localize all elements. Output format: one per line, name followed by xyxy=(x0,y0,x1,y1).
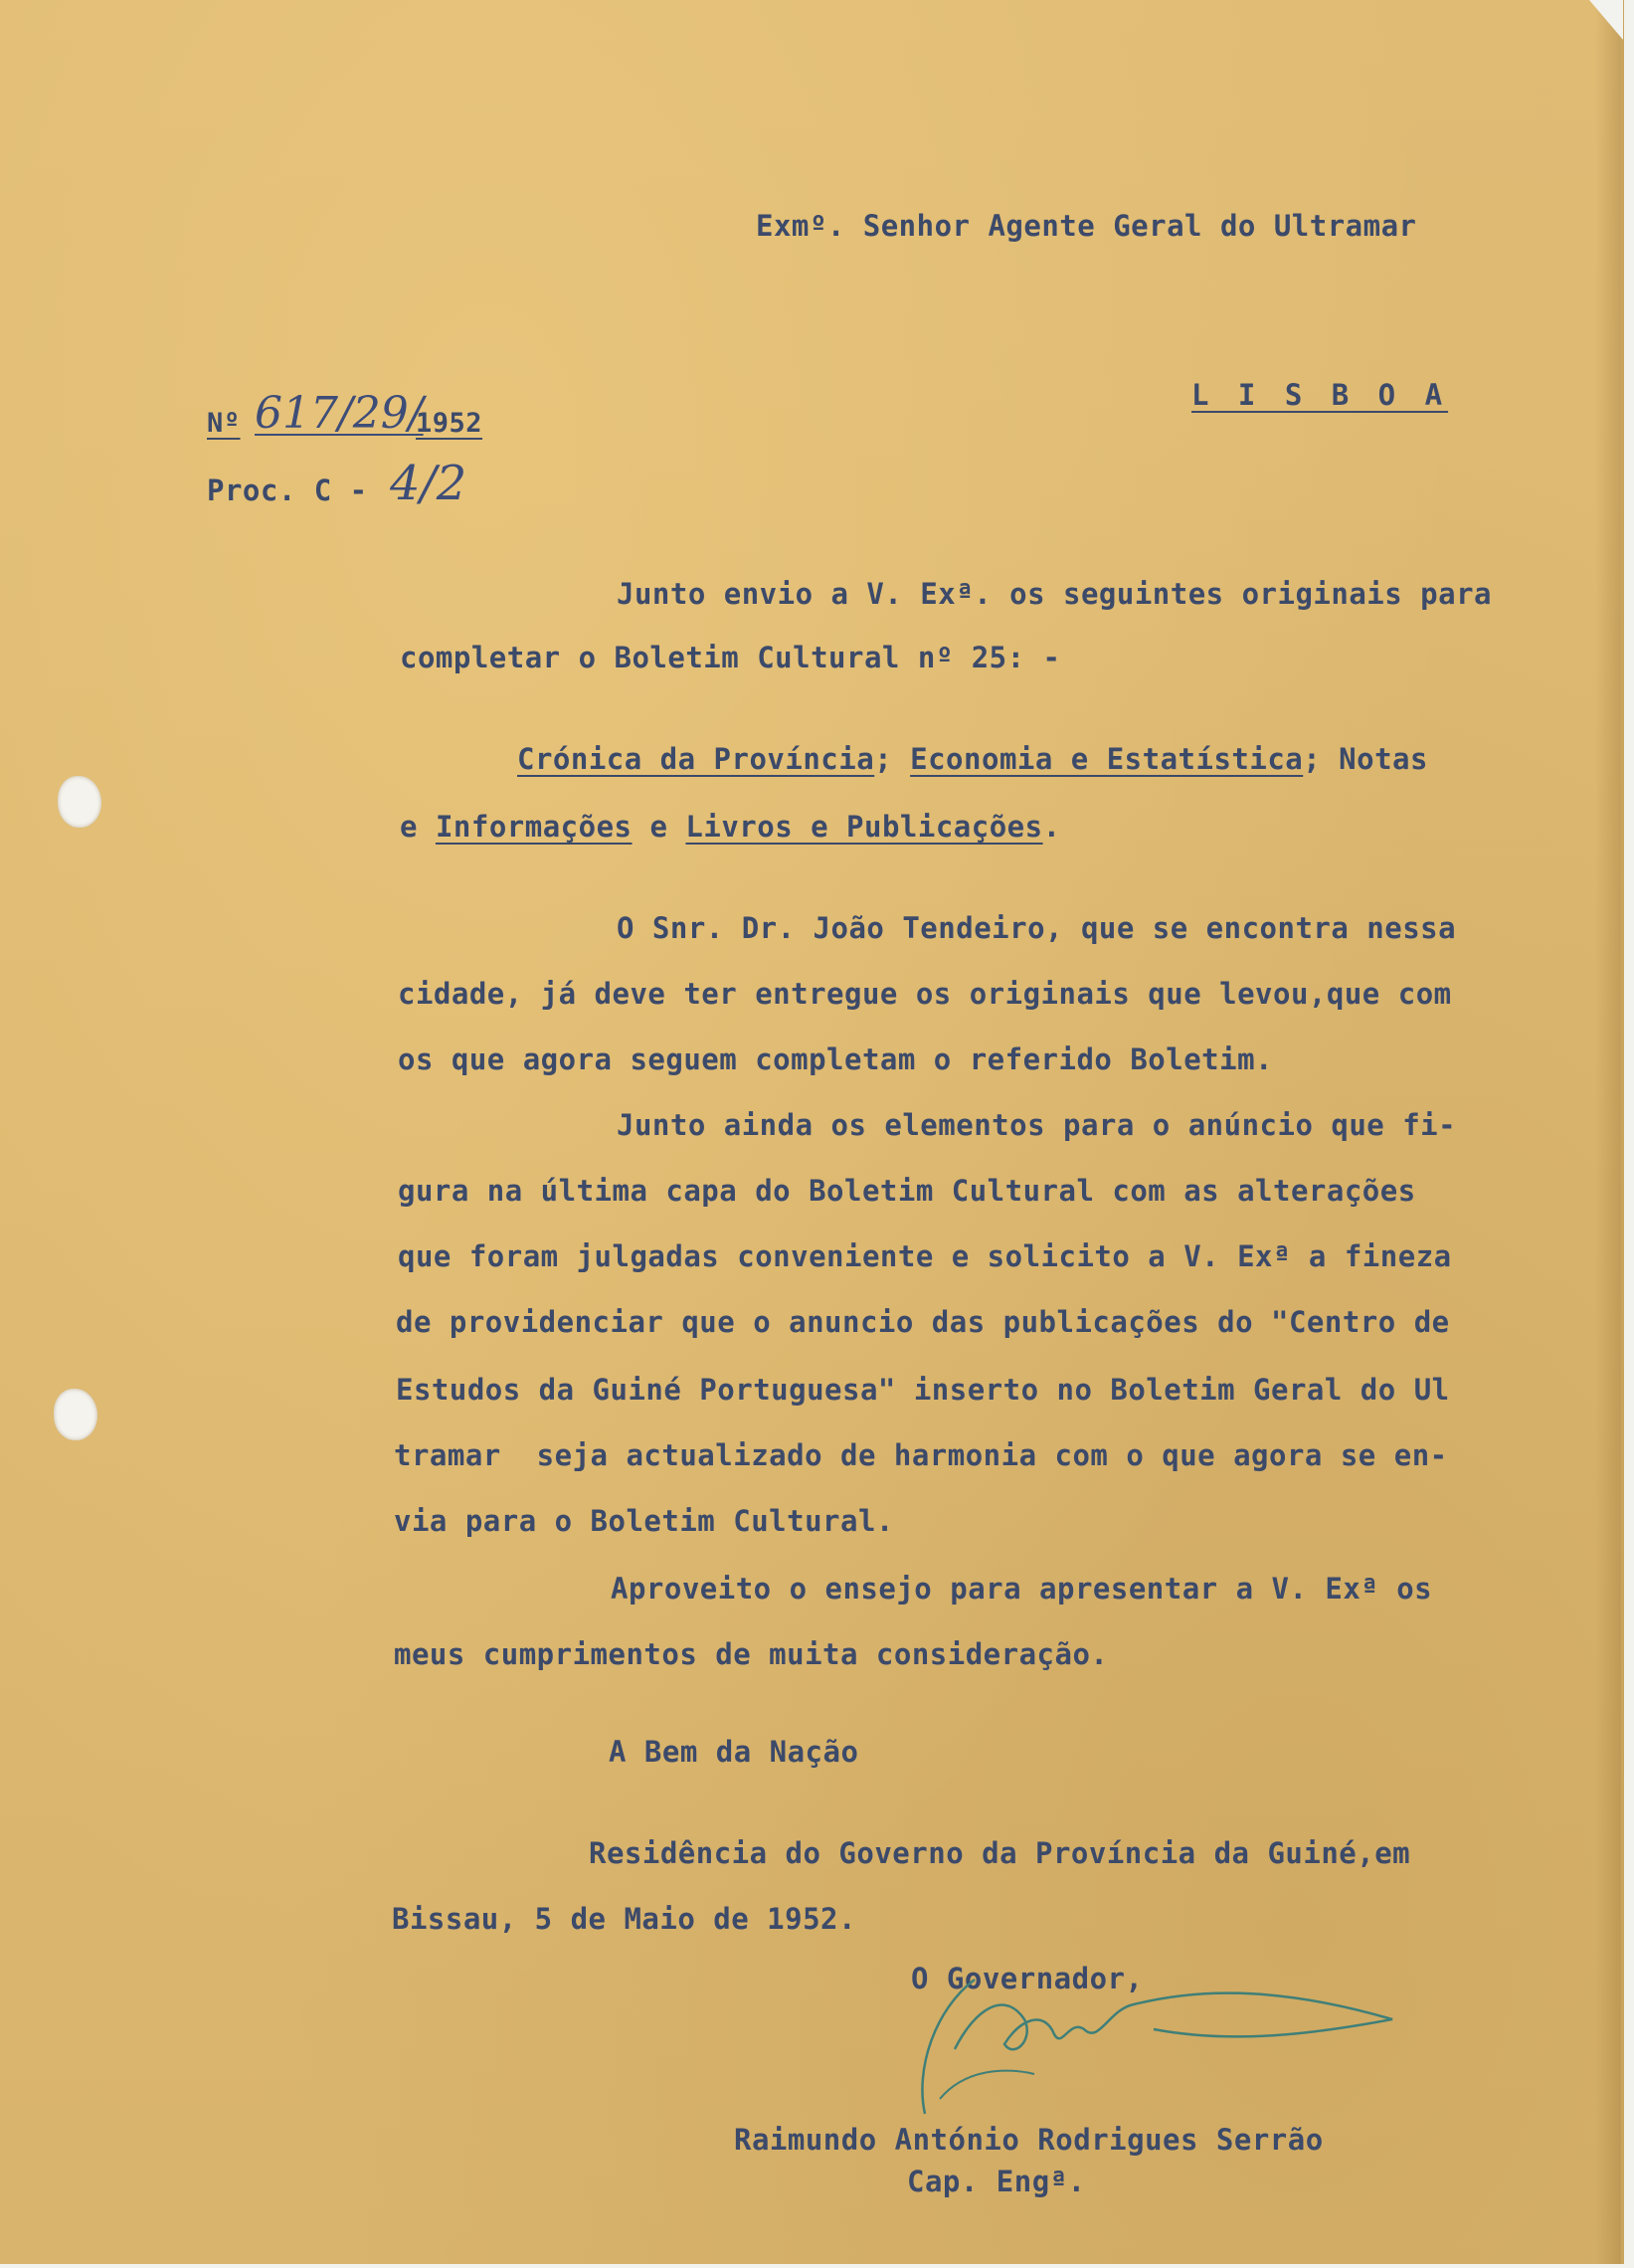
punch-hole xyxy=(54,1389,97,1440)
paper-shadow-edge xyxy=(1595,0,1621,2264)
body-line: de providenciar que o anuncio das publicações do "Centro de xyxy=(396,1305,1450,1339)
section-list-line2 xyxy=(400,810,1061,844)
section-economia: Economia e Estatística xyxy=(910,742,1304,776)
section-informacoes: Informações xyxy=(435,810,633,844)
body-line: que foram julgadas conveniente e solicito a V. Exª a fineza xyxy=(398,1239,1452,1273)
body-line: via para o Boletim Cultural. xyxy=(394,1504,894,1538)
body-line: cidade, já deve ter entregue os originais que levou,que com xyxy=(398,977,1452,1011)
conjunction: e xyxy=(649,810,668,844)
body-line: Aproveito o ensejo para apresentar a V. Exª os xyxy=(611,1572,1433,1606)
punch-hole xyxy=(58,776,101,828)
ref-number-prefix: Nº xyxy=(207,408,241,439)
ref-number-year: 1952 xyxy=(416,408,483,439)
period: . xyxy=(1042,810,1061,844)
body-line: O Snr. Dr. João Tendeiro, que se encontra nessa xyxy=(617,911,1457,945)
section-list-line1 xyxy=(517,742,1428,776)
place-line: Residência do Governo da Província da Guiné,em xyxy=(589,1836,1411,1870)
addressee: Exmº. Senhor Agente Geral do Ultramar xyxy=(756,209,1417,243)
date-line: Bissau, 5 de Maio de 1952. xyxy=(392,1902,856,1936)
body-line: Junto ainda os elementos para o anúncio que fi- xyxy=(617,1108,1457,1142)
body-line: tramar seja actualizado de harmonia com o que agora se en- xyxy=(394,1438,1448,1472)
city-heading: L I S B O A xyxy=(1191,378,1449,412)
closing-motto: A Bem da Nação xyxy=(609,1735,859,1769)
body-line: meus cumprimentos de muita consideração. xyxy=(394,1637,1109,1671)
body-line: gura na última capa do Boletim Cultural com as alterações xyxy=(398,1174,1416,1208)
signature xyxy=(895,1950,1412,2139)
body-line: Estudos da Guiné Portuguesa" inserto no Boletim Geral do Ul xyxy=(396,1373,1450,1407)
proc-prefix: Proc. C - xyxy=(207,473,368,507)
ref-number-handwritten: 617/29/ xyxy=(255,388,424,439)
section-livros: Livros e Publicações xyxy=(685,810,1043,844)
signatory-title: O Governador, xyxy=(911,1962,1144,1995)
signatory-name: Raimundo António Rodrigues Serrão xyxy=(734,2123,1324,2157)
body-line: completar o Boletim Cultural nº 25: - xyxy=(400,641,1061,674)
section-cronica: Crónica da Província xyxy=(517,742,875,776)
conjunction: e xyxy=(400,810,418,844)
signatory-rank: Cap. Engª. xyxy=(907,2165,1086,2198)
proc-handwritten: 4/2 xyxy=(390,456,467,511)
separator: ; Notas xyxy=(1303,742,1428,776)
body-line: Junto envio a V. Exª. os seguintes originais para xyxy=(617,577,1493,611)
body-line: os que agora seguem completam o referido Boletim. xyxy=(398,1042,1274,1076)
separator: ; xyxy=(874,742,893,776)
